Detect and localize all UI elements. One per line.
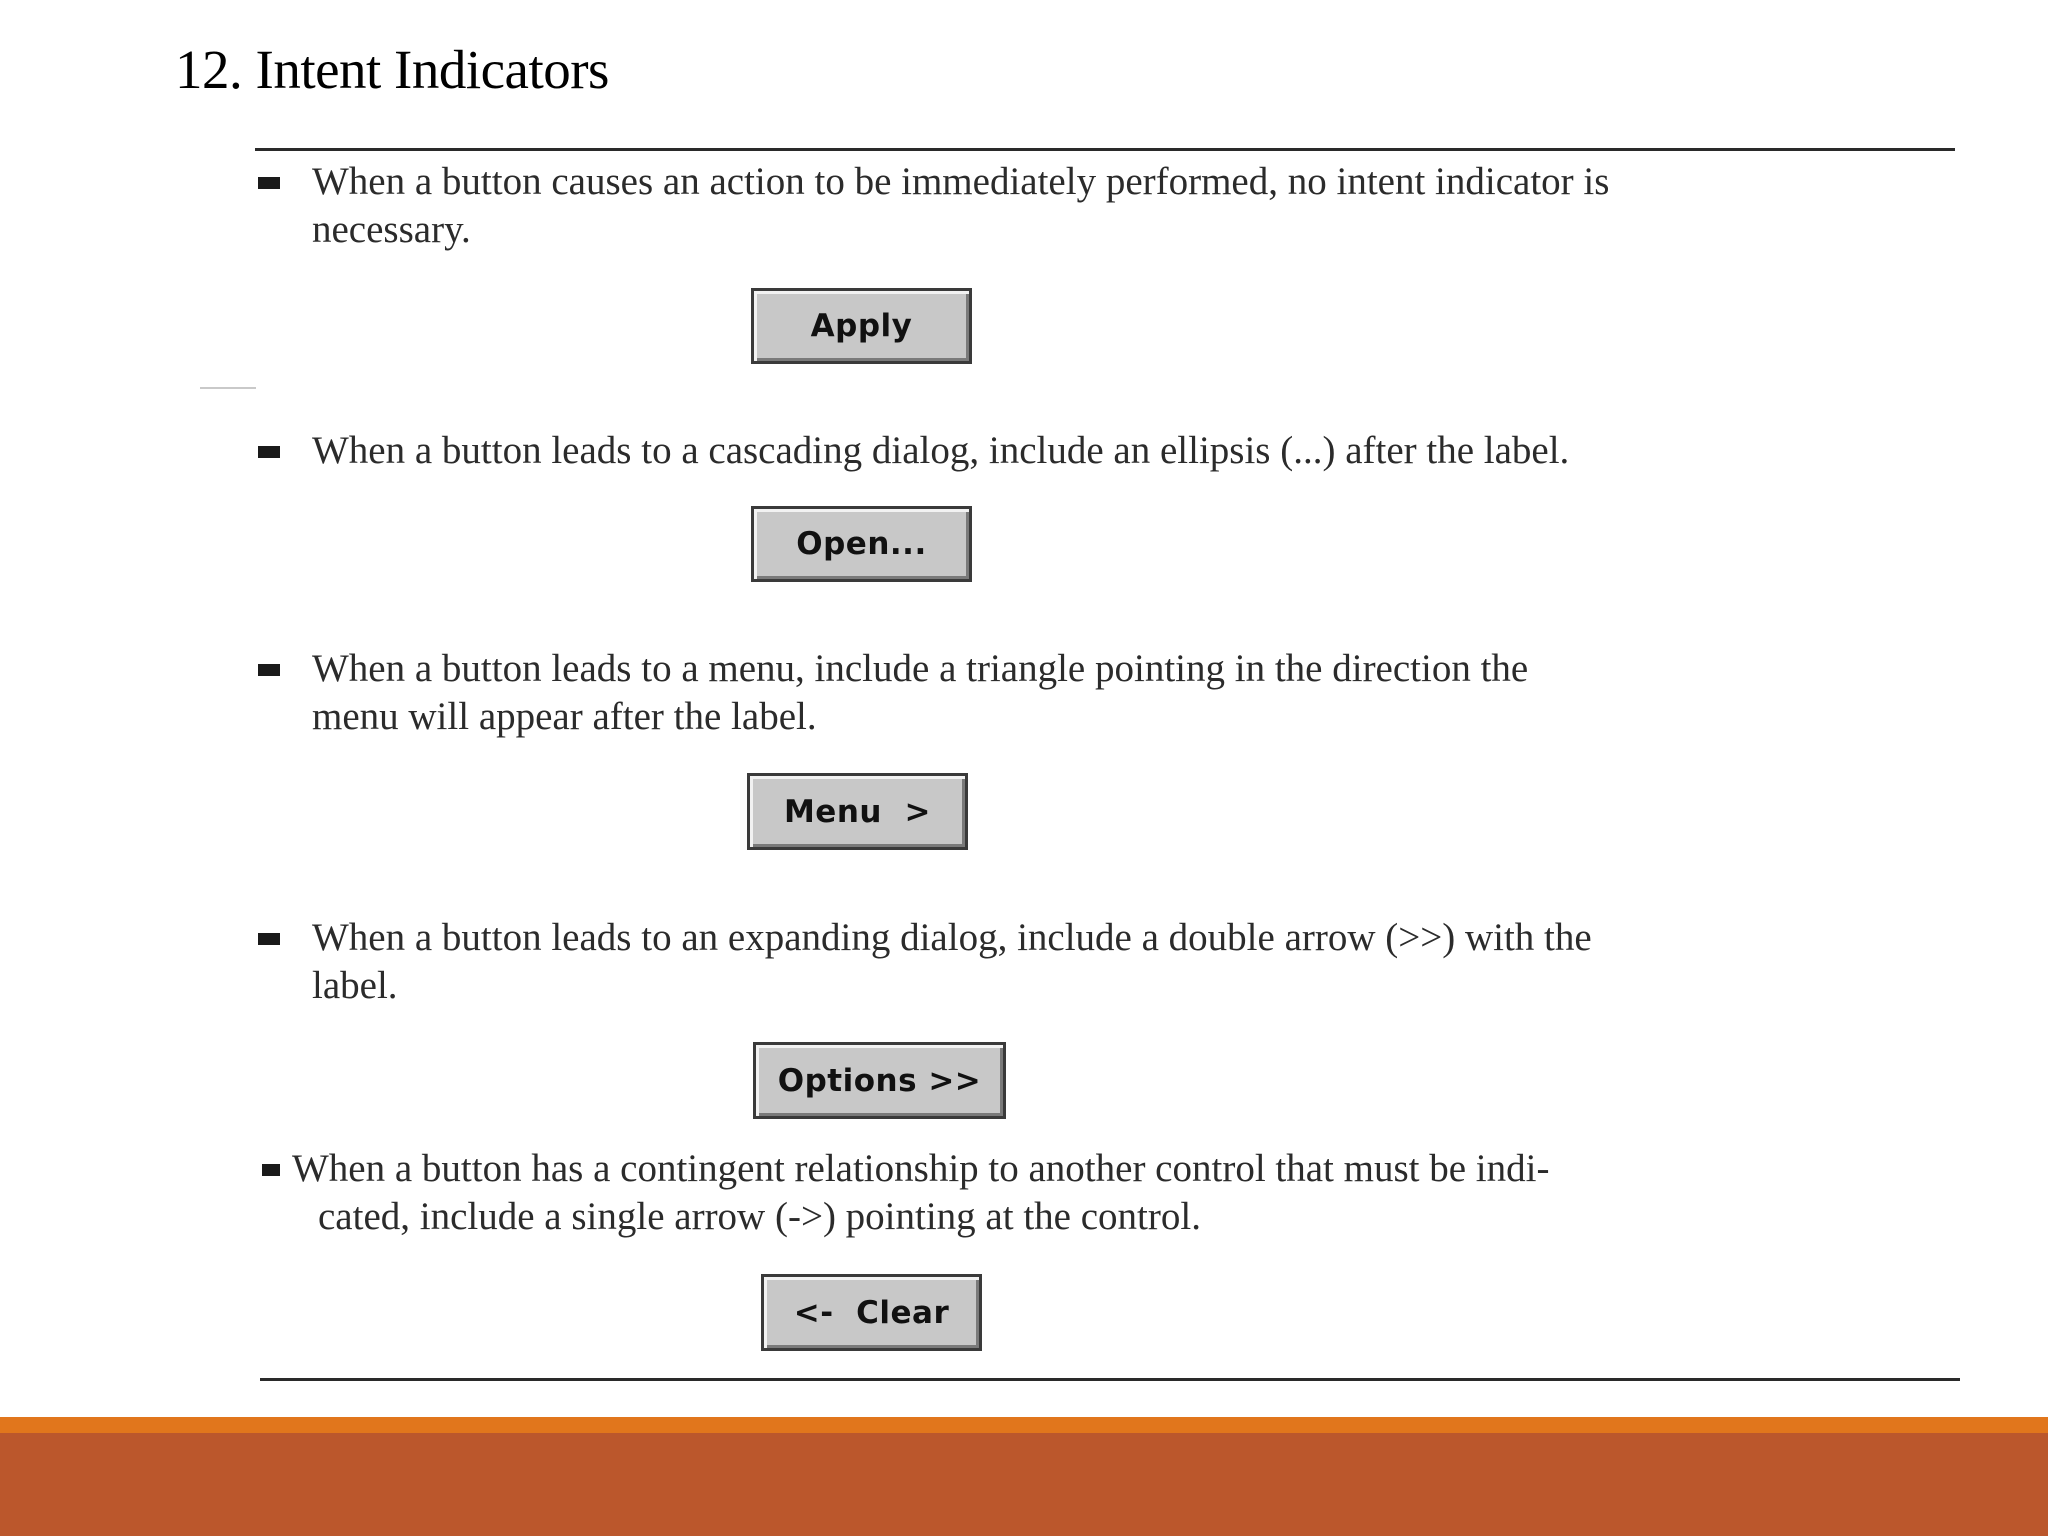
bullet-text: When a button leads to a cascading dialog, include an ellipsis (...) after the label. [312,429,1570,472]
bullet-marker [258,933,280,945]
bottom-divider [260,1378,1960,1381]
bullet-marker [258,177,280,189]
top-divider [255,148,1955,151]
options-button[interactable]: Options >> [753,1042,1006,1119]
bullet-text: When a button leads to a menu, include a triangle pointing in the direction the menu will appear after the label. [312,647,1529,738]
bullet-text: When a button has a contingent relationship to another control that must be indi- cated, include a single arrow (->) pointing at the control. [292,1147,1550,1238]
bullet-marker [258,664,280,676]
bullet-text: When a button causes an action to be immediately performed, no intent indicator is necessary. [312,160,1610,251]
apply-button[interactable]: Apply [751,288,972,364]
menu-button[interactable]: Menu > [747,773,968,850]
open-button[interactable]: Open... [751,506,972,582]
footer-stripe [0,1417,2048,1433]
clear-button[interactable]: <- Clear [761,1274,982,1351]
bullet-marker [262,1164,280,1176]
bullet-marker [258,446,280,458]
stray-line [200,387,256,389]
footer-band [0,1417,2048,1536]
slide-title: 12. Intent Indicators [175,39,609,100]
bullet-text: When a button leads to an expanding dialog, include a double arrow (>>) with the label. [312,916,1592,1007]
